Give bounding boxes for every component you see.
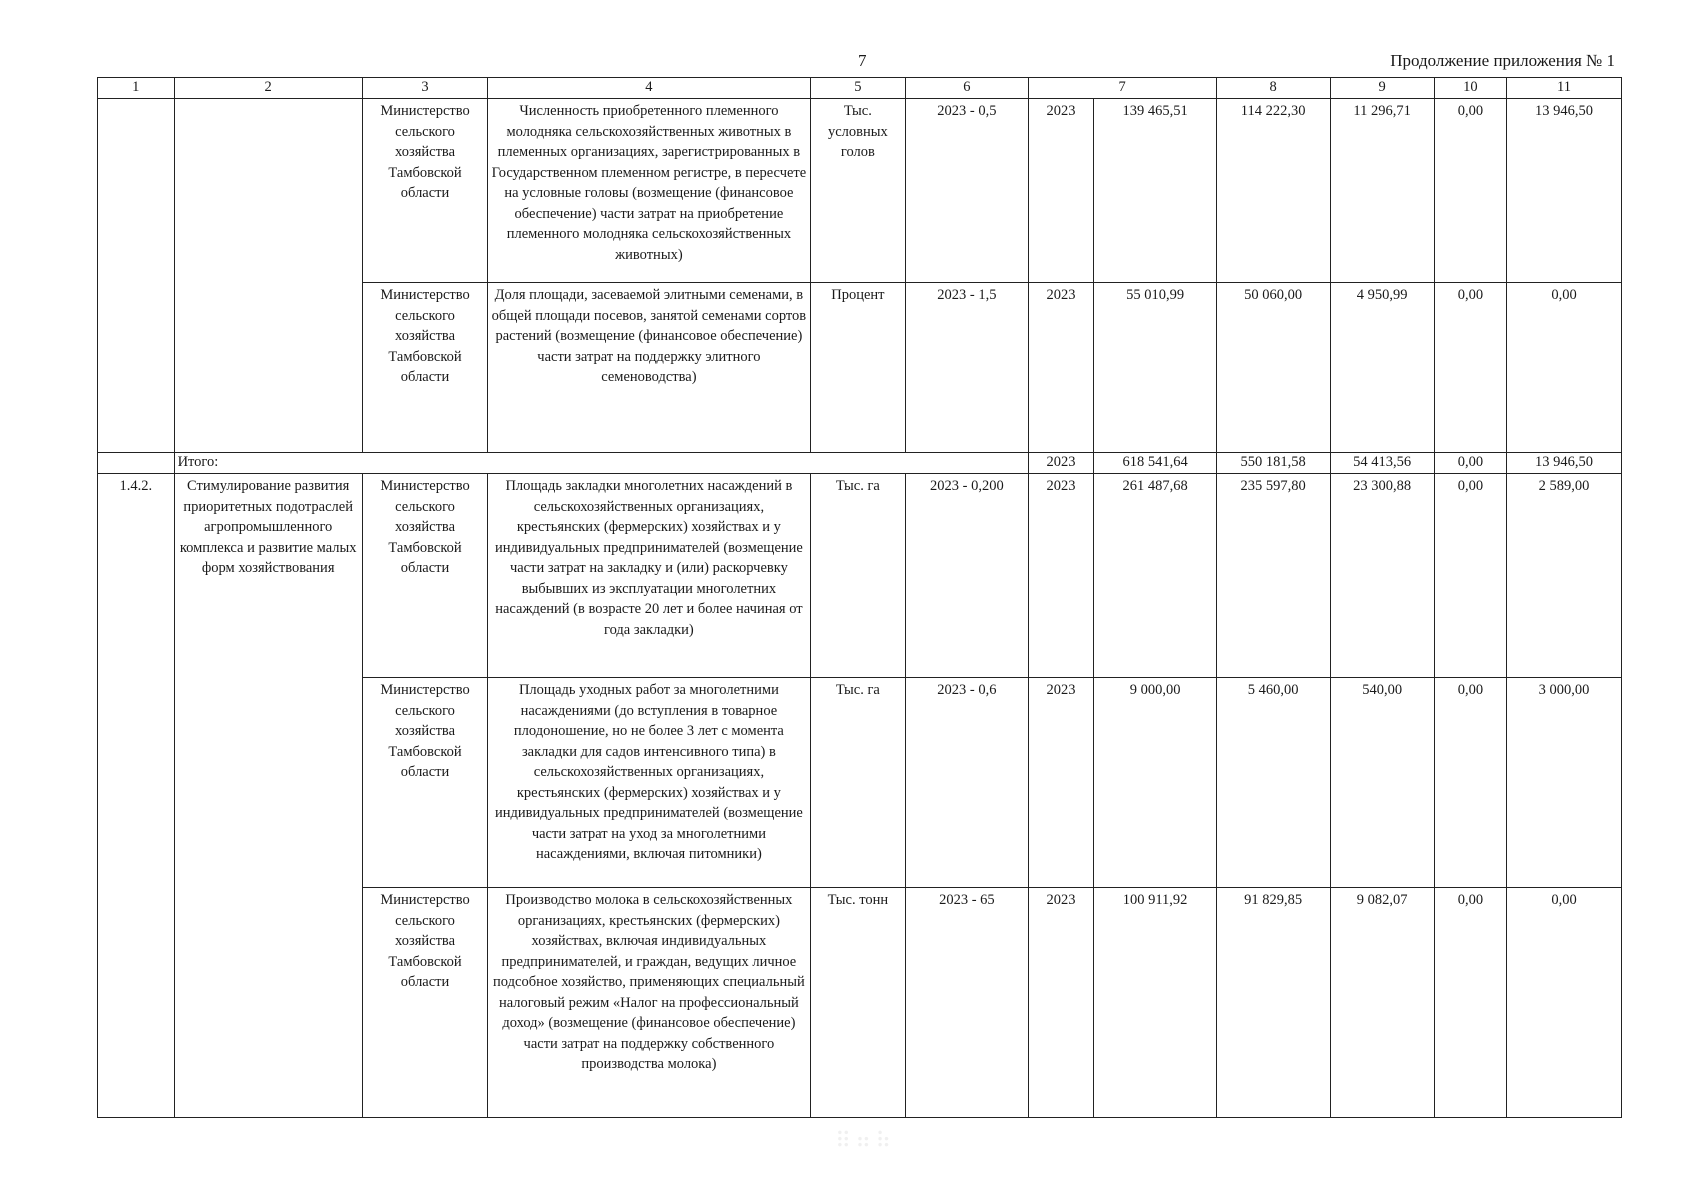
other-cell: 2 589,00 [1507, 474, 1622, 678]
other-cell: 0,00 [1507, 888, 1622, 1118]
executor-cell: Министерство сельского хозяйства Тамбовской области [362, 474, 487, 678]
regional-cell: 23 300,88 [1330, 474, 1434, 678]
scan-artifact: ⠿⠶⠷ [835, 1128, 896, 1153]
target-cell: 2023 - 65 [906, 888, 1028, 1118]
year-cell: 2023 [1028, 888, 1094, 1118]
section-title: Стимулирование развития приоритетных подотраслей агропромышленного комплекса и развитие малых форм хозяйствования [174, 474, 362, 1118]
indicator-cell: Производство молока в сельскохозяйственных организациях, крестьянских (фермерских) хозяйствах, включая индивидуальных предпринимателей, и граждан, ведущих личное подсобное хозяйство, применяющих специальный налоговый режим «Налог на профессиональный доход» (возмещение (финансовое обеспечение) части затрат на поддержку собственного производства молока) [488, 888, 810, 1118]
indicator-cell: Доля площади, засеваемой элитными семенами, в общей площади посевов, занятой семенами сортов растений (возмещение (финансовое обеспечение) части затрат на поддержку элитного семеноводства) [488, 283, 810, 453]
local-cell: 0,00 [1434, 99, 1506, 283]
executor-cell: Министерство сельского хозяйства Тамбовской области [362, 888, 487, 1118]
executor-cell: Министерство сельского хозяйства Тамбовской области [362, 283, 487, 453]
column-number-row [98, 78, 1622, 99]
total-col7: 618 541,64 [1094, 453, 1216, 474]
empty-cell [98, 99, 175, 453]
table-row [98, 99, 1622, 283]
federal-cell: 5 460,00 [1216, 678, 1330, 888]
total-col11: 13 946,50 [1507, 453, 1622, 474]
year-cell: 2023 [1028, 283, 1094, 453]
federal-cell: 91 829,85 [1216, 888, 1330, 1118]
indicator-cell: Площадь закладки многолетних насаждений в сельскохозяйственных организациях, крестьянских (фермерских) хозяйствах и у индивидуальных предпринимателей (возмещение части затрат на закладку и (или) раскорчевку выбывших из эксплуатации многолетних насаждений (в возрасте 20 лет и более начиная от года закладки) [488, 474, 810, 678]
total-year: 2023 [1028, 453, 1094, 474]
local-cell: 0,00 [1434, 283, 1506, 453]
local-cell: 0,00 [1434, 678, 1506, 888]
header-col-3: 3 [362, 78, 487, 99]
regional-cell: 540,00 [1330, 678, 1434, 888]
empty-cell [98, 453, 175, 474]
header-col-11: 11 [1507, 78, 1622, 99]
executor-cell: Министерство сельского хозяйства Тамбовской области [362, 99, 487, 283]
header-col-10: 10 [1434, 78, 1506, 99]
total-col10: 0,00 [1434, 453, 1506, 474]
indicator-cell: Численность приобретенного племенного молодняка сельскохозяйственных животных в племенных организациях, зарегистрированных в Государственном племенном регистре, в пересчете на условные головы (возмещение (финансовое обеспечение) части затрат на приобретение племенного молодняка сельскохозяйственных животных) [488, 99, 810, 283]
empty-cell [174, 99, 362, 453]
year-cell: 2023 [1028, 99, 1094, 283]
continuation-label: Продолжение приложения № 1 [1390, 51, 1615, 70]
header-col-1: 1 [98, 78, 175, 99]
header-col-9: 9 [1330, 78, 1434, 99]
budget-table [97, 77, 1622, 1118]
regional-cell: 9 082,07 [1330, 888, 1434, 1118]
header-col-4: 4 [488, 78, 810, 99]
unit-cell: Тыс. условных голов [810, 99, 906, 283]
other-cell: 3 000,00 [1507, 678, 1622, 888]
federal-cell: 235 597,80 [1216, 474, 1330, 678]
unit-cell: Процент [810, 283, 906, 453]
table-row [98, 474, 1622, 678]
year-cell: 2023 [1028, 474, 1094, 678]
target-cell: 2023 - 0,200 [906, 474, 1028, 678]
regional-cell: 4 950,99 [1330, 283, 1434, 453]
regional-cell: 11 296,71 [1330, 99, 1434, 283]
header-col-2: 2 [174, 78, 362, 99]
unit-cell: Тыс. га [810, 678, 906, 888]
header-col-7: 7 [1028, 78, 1216, 99]
section-number: 1.4.2. [98, 474, 175, 1118]
local-cell: 0,00 [1434, 888, 1506, 1118]
header-col-5: 5 [810, 78, 906, 99]
total-col8: 550 181,58 [1216, 453, 1330, 474]
target-cell: 2023 - 0,5 [906, 99, 1028, 283]
other-cell: 13 946,50 [1507, 99, 1622, 283]
indicator-cell: Площадь уходных работ за многолетними насаждениями (до вступления в товарное плодоношение, но не более 3 лет с момента закладки для садов интенсивного типа) в сельскохозяйственных организациях, крестьянских (фермерских) хозяйствах и у индивидуальных предпринимателей (возмещение части затрат на уход за многолетними насаждениями, включая питомники) [488, 678, 810, 888]
header-col-8: 8 [1216, 78, 1330, 99]
federal-cell: 50 060,00 [1216, 283, 1330, 453]
total-cell: 261 487,68 [1094, 474, 1216, 678]
federal-cell: 114 222,30 [1216, 99, 1330, 283]
executor-cell: Министерство сельского хозяйства Тамбовской области [362, 678, 487, 888]
total-row [98, 453, 1622, 474]
year-cell: 2023 [1028, 678, 1094, 888]
unit-cell: Тыс. тонн [810, 888, 906, 1118]
total-col9: 54 413,56 [1330, 453, 1434, 474]
header-col-6: 6 [906, 78, 1028, 99]
target-cell: 2023 - 1,5 [906, 283, 1028, 453]
other-cell: 0,00 [1507, 283, 1622, 453]
unit-cell: Тыс. га [810, 474, 906, 678]
total-label: Итого: [174, 453, 1028, 474]
total-cell: 100 911,92 [1094, 888, 1216, 1118]
total-cell: 55 010,99 [1094, 283, 1216, 453]
local-cell: 0,00 [1434, 474, 1506, 678]
total-cell: 139 465,51 [1094, 99, 1216, 283]
target-cell: 2023 - 0,6 [906, 678, 1028, 888]
total-cell: 9 000,00 [1094, 678, 1216, 888]
page-number: 7 [858, 51, 867, 70]
